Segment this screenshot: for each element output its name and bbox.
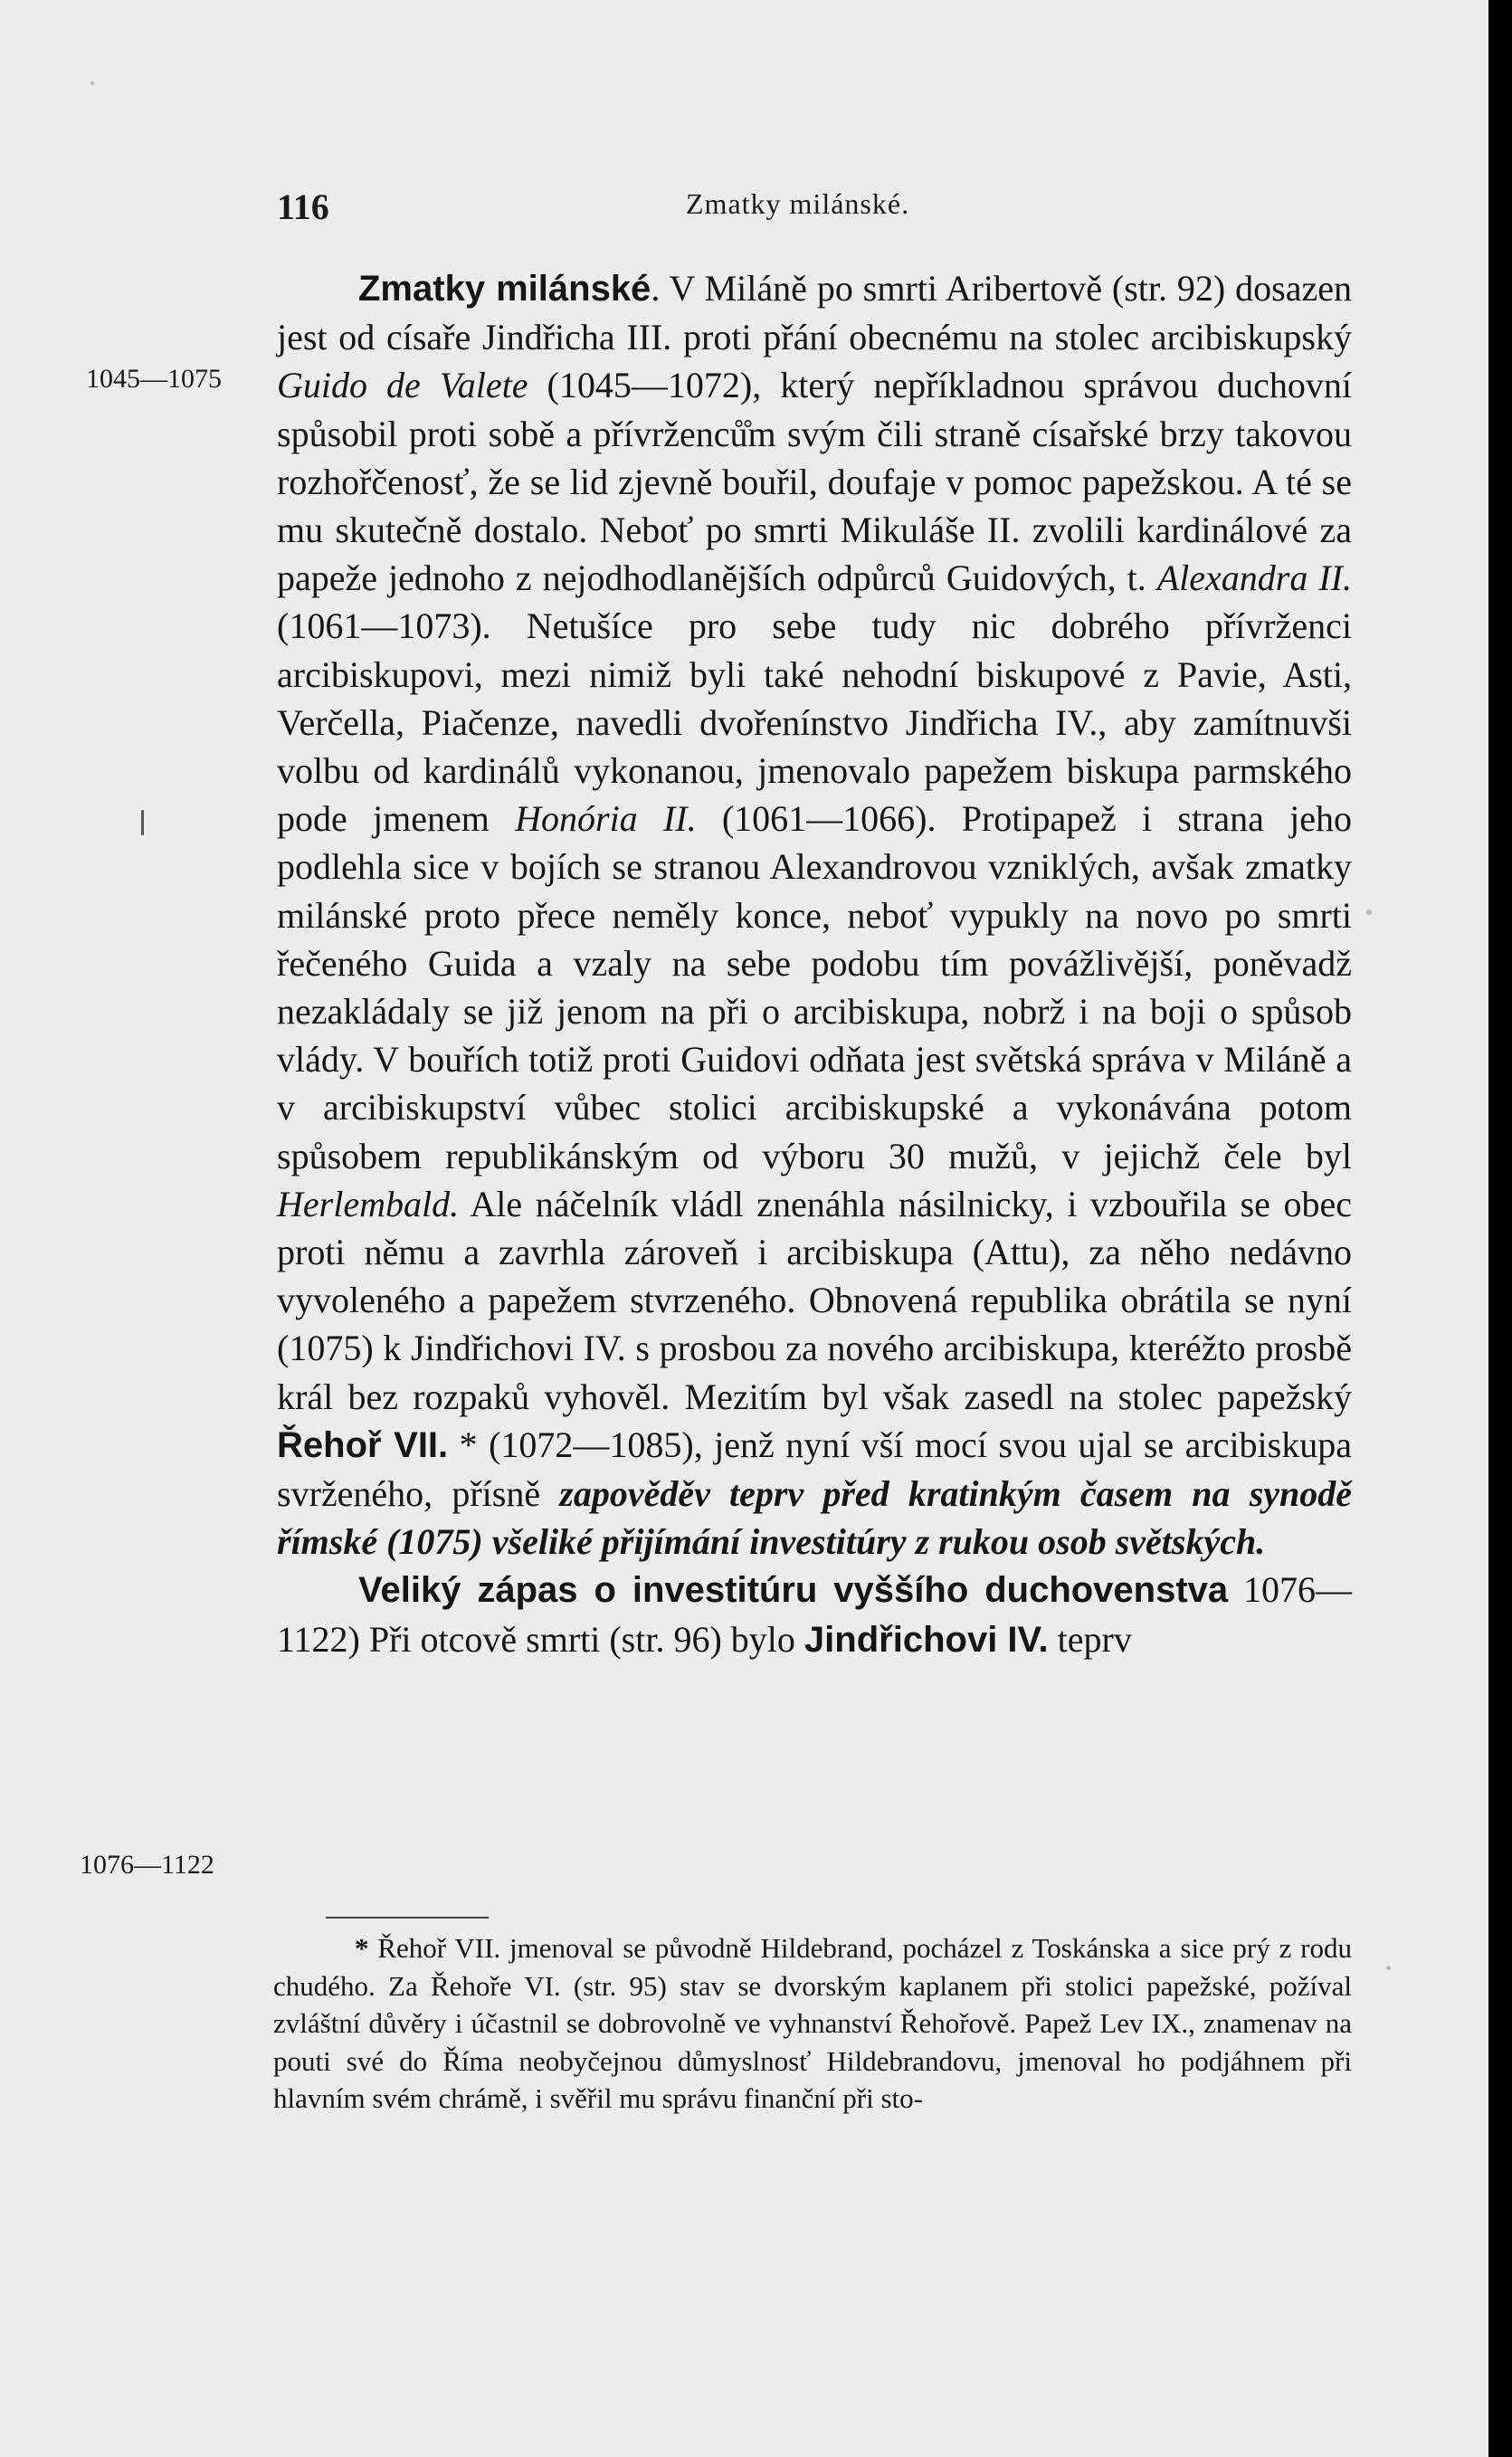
text-run: teprv: [1048, 1618, 1132, 1660]
footnote-paragraph: [273, 1929, 1352, 2118]
name-italic: Guido de Valete: [277, 365, 528, 406]
paragraph: [277, 264, 1352, 1566]
paper-speck: [1366, 909, 1372, 915]
paragraph: [277, 1566, 1352, 1663]
text-run: (1045—1072), který nepříkladnou správou duchovní spůsobil proti sobě a přívrženců̊m svým čili straně císařské brzy takovou rozhořčenosť, že se lid zjevně bouřil, doufaje v pomoc papežskou. A té se mu skutečně dostalo. Neboť po smrti Mikuláše II. zvolili kardinálové za papeže jednoho z nejodhodlanějších odpůrců Guidových, t.: [277, 365, 1352, 599]
text-run: 1076—1122) Při otcově smrti (str. 96) bylo: [277, 1569, 1353, 1660]
text-run: . V Miláně po smrti Aribertově (str. 92) dosazen jest od císaře Jindřicha III. proti přání obecnému na stolec arcibiskupský: [277, 268, 1352, 358]
text-run: (1061—1073). Netušíce pro sebe tudy nic dobrého přívrženci arcibiskupovi, mezi nimiž byli také nehodní biskupové z Pavie, Asti, Verčella, Piačenze, navedli dvořenínstvo Jindřicha IV., aby zamítnuvši volbu od kardinálů vykonanou, jmenovalo papežem biskupa parmského pode jmenem: [277, 605, 1352, 840]
main-text: [277, 264, 1352, 1664]
text-run: Ale náčelník vládl znenáhla násilnicky, i vzbouřila se obec proti němu a zavrhla zároveň i arcibiskupa (Attu), za něho nedávno vyvoleného a papežem stvrzeného. Obnovená republika obrátila se nyní (1075) k Jindřichovi IV. s prosbou za nového arcibiskupa, kteréžto prosbě král bez rozpaků vyhověl. Mezitím byl však zasedl na stolec papežský: [277, 1183, 1352, 1417]
page-number: 116: [277, 186, 329, 227]
text-run: * (1072—1085), jenž nyní vší mocí svou ujal se arcibiskupa svrženého, přísně: [277, 1424, 1352, 1515]
footnote-text: Řehoř VII. jmenoval se původně Hildebrand, pocházel z Toskánska a sice prý z rodu chudého. Za Řehoře VI. (str. 95) stav se dvorským kaplanem při stolici papežské, požíval zvláštní důvěry i účastnil se dobrovolně ve vyhnanství Řehořově. Papež Lev IX., znamenav na pouti své do Říma neobyčejnou důmyslnosť Hildebrandovu, jmenoval ho podjáhnem při hlavním svém chrámě, i svěřil mu správu finanční při sto-: [273, 1932, 1352, 2114]
emphasis-italic: zapověděv teprv před kratinkým časem na synodě římské (1075) všeliké přijímání investitúry z rukou osob světských.: [277, 1473, 1353, 1563]
margin-date-note: 1076—1122: [80, 1850, 214, 1880]
footnote: [273, 1929, 1352, 2118]
name-italic: Alexandra II.: [1156, 557, 1352, 599]
footnote-marker: *: [355, 1932, 378, 1964]
name-bold: Řehoř VII.: [277, 1424, 449, 1465]
running-title: Zmatky milánské.: [686, 187, 910, 220]
section-heading: Zmatky milánské: [358, 269, 651, 309]
name-italic: Honória II.: [515, 798, 697, 840]
paper-speck: [90, 81, 94, 85]
text-run: (1061—1066). Protipapež i strana jeho podlehla sice v bojích se stranou Alexandrovou vzniklých, avšak zmatky milánské proto přece neměly konce, neboť vypukly na novo po smrti řečeného Guida a vzaly na sebe podobu tím povážlivější, poněvadž nezakládaly se již jenom na při o arcibiskupa, nobrž i na boji o spůsob vlády. V bouřích totiž proti Guidovi odňata jest světská správa v Miláně a v arcibiskupství vůbec stolici arcibiskupské a vykonávána potom spůsobem republikánským od výboru 30 mužů, v jejichž čele byl: [277, 798, 1353, 1176]
section-heading: Veliký zápas o investitúru vyššího duchovenstva: [358, 1570, 1229, 1611]
name-italic: Herlembald.: [277, 1183, 460, 1224]
paper-speck: [1386, 1966, 1391, 1970]
scan-edge: [1488, 0, 1512, 2457]
name-bold: Jindřichovi IV.: [804, 1619, 1049, 1660]
footnote-divider: [326, 1917, 489, 1919]
margin-mark: [141, 810, 144, 835]
margin-date-note: 1045—1075: [86, 364, 222, 394]
